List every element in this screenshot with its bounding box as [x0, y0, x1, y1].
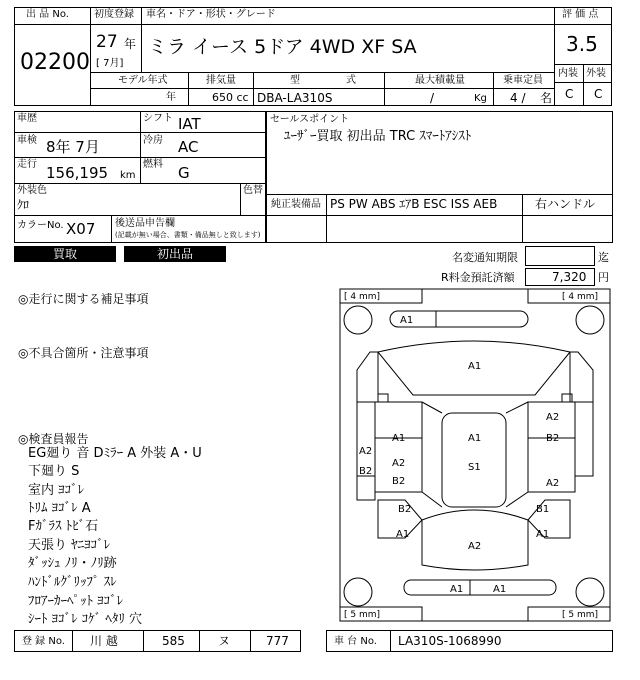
report-line: EG廻り 音 Dﾐﾗｰ A 外装 A・U: [28, 446, 202, 461]
mark-left-rear-door-b: B2: [392, 476, 406, 487]
recycle-fee-unit: 円: [598, 271, 609, 284]
tread-rear-right: [ 5 mm]: [562, 610, 599, 620]
mark-roof-s: S1: [468, 462, 481, 473]
report-line: ﾄﾘﾑ ﾖｺﾞﾚ A: [28, 501, 91, 516]
score-label: 評 価 点: [562, 9, 599, 20]
model-year-label: モデル年式: [118, 75, 168, 86]
mileage-unit: km: [120, 170, 136, 181]
registration-region: 川 越: [90, 634, 118, 648]
mark-trunk: A2: [468, 541, 482, 552]
mileage: 156,195: [46, 164, 109, 182]
max-load-label: 最大積載量: [415, 75, 465, 86]
equipment: PS PW ABS ｴｱB ESC ISS AEB: [330, 197, 498, 211]
report-line: ﾌﾛｱｰｶｰﾍﾟｯﾄ ﾖｺﾞﾚ: [28, 594, 124, 609]
history-label: 車歴: [17, 113, 37, 124]
registration-year-unit: 年: [124, 37, 137, 51]
lot-number-label: 出 品 No.: [26, 9, 69, 20]
mark-left-quarter-a: A1: [396, 529, 410, 540]
equipment-label: 純正装備品: [271, 199, 321, 210]
exterior-label: 外装: [586, 68, 606, 79]
report-line: Fｶﾞﾗｽ ﾄﾋﾞ石: [28, 519, 99, 534]
color-change-label: 色替: [243, 185, 263, 196]
registration-number-label: 登 録 No.: [22, 636, 65, 647]
model-year-unit: 年: [166, 92, 176, 103]
inspection-label: 車検: [17, 135, 37, 146]
mark-front-right-fender: A2: [546, 412, 560, 423]
fuel-label: 燃料: [143, 159, 163, 170]
max-load-unit: Kg: [474, 93, 487, 104]
transfer-deadline-unit: 迄: [598, 251, 609, 264]
report-line: ﾊﾝﾄﾞﾙｸﾞﾘｯﾌﾟ ｽﾚ: [28, 575, 117, 590]
mark-rear-bumper-right: A1: [493, 584, 507, 595]
report-line: ｼｰﾄ ﾖｺﾞﾚ ｺｹﾞ ﾍﾀﾘ 穴: [28, 612, 143, 627]
capacity-label: 乗車定員: [503, 75, 543, 86]
documents-note: (記載が無い場合、書類・備品無しと致します): [115, 231, 261, 239]
chassis-number-label: 車 台 No.: [334, 636, 377, 647]
tread-rear-left: [ 5 mm]: [344, 610, 381, 620]
capacity-unit: 名: [540, 91, 553, 105]
displacement-label: 排気量: [206, 75, 236, 86]
registration-number: 777: [266, 634, 289, 648]
steering-side: 右ハンドル: [535, 197, 596, 211]
mark-left-sill: B2: [359, 466, 373, 477]
documents-label: 後送品申告欄: [115, 218, 175, 229]
buyback-badge: 買取: [14, 246, 116, 262]
car-name-label: 車名・ドア・形状・グレード: [146, 9, 276, 20]
registration-month: [ 7月]: [96, 58, 124, 69]
lot-number: 02200: [20, 50, 90, 75]
sales-point-label: セールスポイント: [270, 114, 350, 125]
capacity: 4 /: [510, 91, 526, 105]
color: ｸﾛ: [17, 198, 30, 212]
defects-label: ◎不具合箇所・注意事項: [18, 346, 149, 360]
mark-front-left-door: A1: [392, 433, 406, 444]
interior-label: 内装: [558, 68, 578, 79]
ac-label: 冷房: [143, 135, 163, 146]
registration-kana: ヌ: [218, 634, 231, 648]
tread-front-left: [ 4 mm]: [344, 292, 381, 302]
mileage-label: 走行: [17, 159, 37, 170]
mark-left-rear-door-a: A2: [392, 458, 406, 469]
first-listing-badge: 初出品: [124, 246, 226, 262]
chassis-number: LA310S-1068990: [398, 634, 502, 648]
max-load-separator: /: [430, 91, 435, 105]
mark-right-rear-door: A2: [546, 478, 560, 489]
report-line: 室内 ﾖｺﾞﾚ: [28, 483, 85, 498]
running-notes-label: ◎走行に関する補足事項: [18, 292, 149, 306]
report-line: 天張り ﾔﾆﾖｺﾞﾚ: [28, 538, 111, 553]
recycle-fee: 7,320: [552, 270, 587, 284]
registration-class: 585: [162, 634, 185, 648]
inspection-expiry: 8年 7月: [46, 138, 100, 156]
mark-right-quarter-b: B1: [536, 504, 550, 515]
first-registration-label: 初度登録: [94, 9, 134, 20]
model-type-label: 型: [290, 75, 300, 86]
recycle-fee-label: R料金預託済額: [441, 271, 515, 284]
inspector-report-label: ◎検査員報告: [18, 432, 89, 446]
tread-front-right: [ 4 mm]: [562, 292, 599, 302]
shift: IAT: [178, 115, 201, 133]
mark-left-fender: A2: [359, 446, 373, 457]
mark-rear-bumper-left: A1: [450, 584, 464, 595]
color-number: X07: [66, 220, 96, 238]
sales-point: ﾕｰｻﾞｰ買取 初出品 TRC ｽﾏｰﾄｱｼｽﾄ: [284, 129, 472, 144]
report-line: 下廻り S: [28, 464, 80, 479]
mark-right-quarter-a: A1: [536, 529, 550, 540]
registration-year: 27: [96, 32, 118, 52]
mark-hood: A1: [468, 361, 482, 372]
report-line: ﾀﾞｯｼｭ ﾉﾘ・ﾉﾘ跡: [28, 556, 117, 571]
displacement: 650 cc: [212, 91, 249, 104]
color-number-label: カラーNo.: [17, 220, 64, 231]
car-name: ミラ イース 5ドア 4WD XF SA: [148, 36, 417, 58]
mark-front-bumper: A1: [400, 315, 414, 326]
shift-label: シフト: [143, 113, 173, 124]
model-type-label-2: 式: [346, 75, 356, 86]
mark-left-quarter-b: B2: [398, 504, 412, 515]
transfer-deadline-label: 名変通知期限: [452, 251, 518, 264]
score: 3.5: [566, 32, 598, 56]
mark-roof: A1: [468, 433, 482, 444]
color-label: 外装色: [17, 185, 47, 196]
air-conditioning: AC: [178, 138, 199, 156]
interior-grade: C: [565, 87, 574, 101]
model-type: DBA-LA310S: [257, 91, 333, 105]
mark-right-door: B2: [546, 433, 560, 444]
exterior-grade: C: [594, 87, 603, 101]
fuel: G: [178, 164, 190, 182]
